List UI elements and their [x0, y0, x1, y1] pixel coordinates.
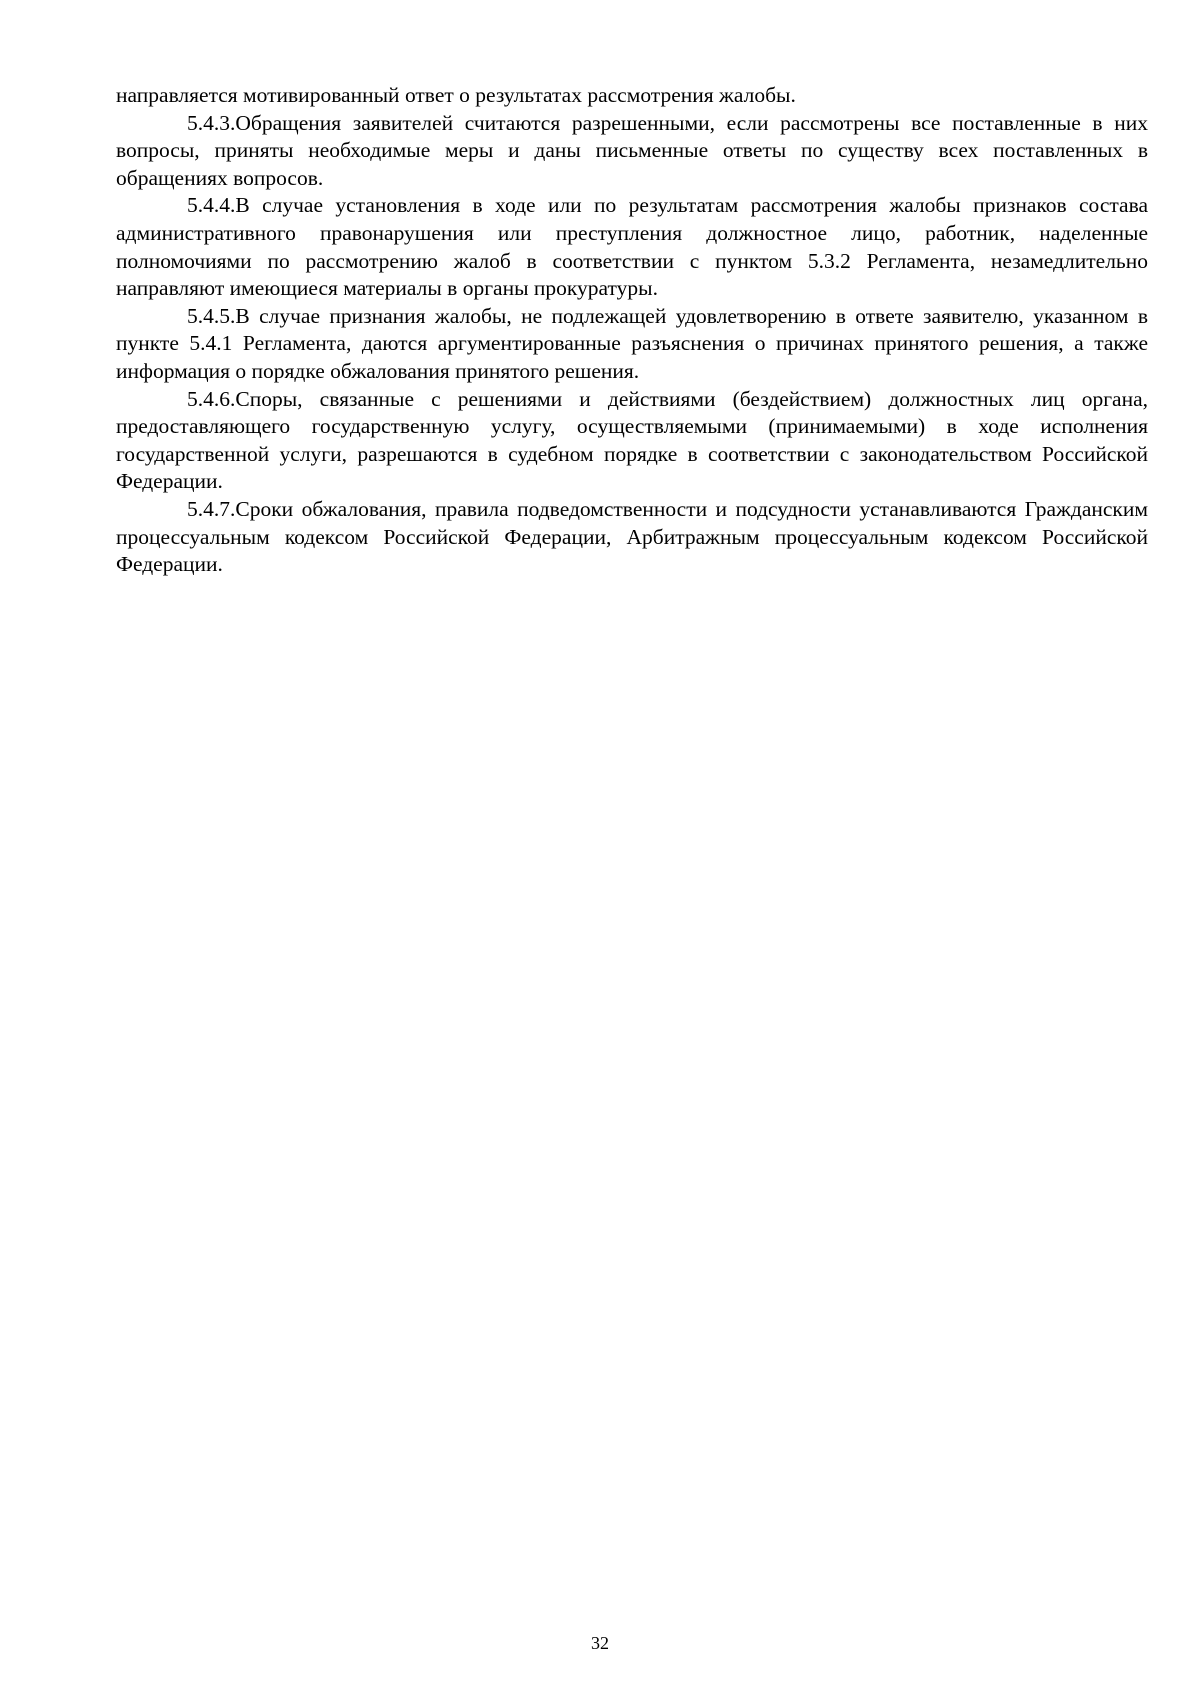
- paragraph-5-4-3: [116, 110, 1148, 193]
- paragraph-number: 5.4.6.: [187, 386, 236, 411]
- paragraph-5-4-4: [116, 192, 1148, 302]
- paragraph-text: направляется мотивированный ответ о результатах рассмотрения жалобы.: [116, 83, 796, 107]
- paragraph-5-4-7: [116, 496, 1148, 579]
- document-body: [116, 82, 1148, 579]
- page-number: 32: [591, 1633, 609, 1653]
- paragraph-5-4-6: [116, 386, 1148, 496]
- paragraph-text: Сроки обжалования, правила подведомственности и подсудности устанавливаются Гражданским процессуальным кодексом Российской Федерации, Арбитражным процессуальным кодексом Российской Федерации.: [116, 496, 1148, 577]
- paragraph-number: 5.4.3.: [187, 110, 236, 135]
- paragraph-number: 5.4.5.: [187, 303, 236, 328]
- paragraph-number: 5.4.4.: [187, 193, 236, 218]
- paragraph-5-4-5: [116, 303, 1148, 386]
- paragraph-number: 5.4.7.: [187, 496, 236, 521]
- paragraph-text: В случае установления в ходе или по результатам рассмотрения жалобы признаков состава административного правонарушения или преступления должностное лицо, работник, наделенные полномочиями по рассмотрению жалоб в соответствии с пунктом 5.3.2 Регламента, незамедлительно направляют имеющиеся материалы в органы прокуратуры.: [116, 193, 1148, 301]
- paragraph-text: В случае признания жалобы, не подлежащей удовлетворению в ответе заявителю, указанном в пункте 5.4.1 Регламента, даются аргументированные разъяснения о причинах принятого решения, а также информация о порядке обжалования принятого решения.: [116, 303, 1148, 383]
- paragraph-text: Обращения заявителей считаются разрешенными, если рассмотрены все поставленные в них вопросы, приняты необходимые меры и даны письменные ответы по существу всех поставленных в обращениях вопросов.: [116, 110, 1148, 190]
- paragraph-text: Споры, связанные с решениями и действиями (бездействием) должностных лиц органа, предоставляющего государственную услугу, осуществляемыми (принимаемыми) в ходе исполнения государственной услуги, разрешаются в судебном порядке в соответствии с законодательством Российской Федерации.: [116, 386, 1148, 494]
- paragraph-continuation: [116, 82, 1148, 110]
